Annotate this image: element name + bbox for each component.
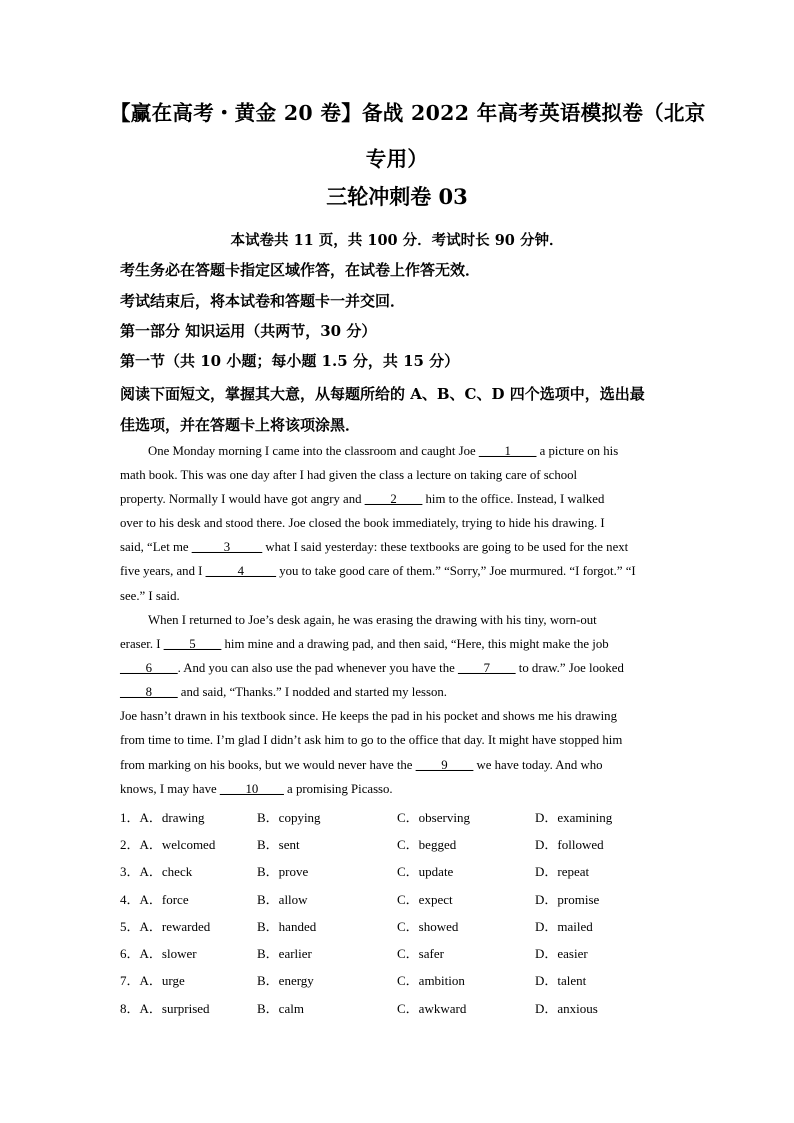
passage-text: him mine and a drawing pad, and then said, “Here, this might make the job: [221, 637, 609, 651]
option-d: D．anxious: [535, 1001, 598, 1016]
option-c: C．update: [397, 864, 454, 879]
option-d: D．followed: [535, 837, 604, 852]
passage-text: him to the office. Instead, I walked: [422, 492, 605, 506]
option-d: D．repeat: [535, 864, 590, 879]
blank-7: ____7____: [457, 661, 516, 675]
passage-text: we have today. And who: [473, 758, 603, 772]
passage-text: said, “Let me: [120, 540, 192, 554]
passage-line: [120, 685, 447, 700]
passage-line: [120, 661, 624, 676]
passage-text: to draw.” Joe looked: [515, 661, 624, 675]
option-c: C．begged: [397, 837, 457, 852]
passage-line: [120, 492, 604, 507]
option-d: D．examining: [535, 810, 613, 825]
passage-text: eraser. I: [120, 637, 164, 651]
passage-text: knows, I may have: [120, 782, 220, 796]
option-a: 1．A．drawing: [120, 810, 205, 825]
passage-text: . And you can also use the pad whenever you have the: [177, 661, 458, 675]
option-a: 3．A．check: [120, 864, 193, 879]
passage-text: five years, and I: [120, 564, 206, 578]
passage-line: [120, 782, 393, 797]
exam-title-line1: 【赢在高考・黄金 20 卷】备战 2022 年高考英语模拟卷（北京: [110, 101, 706, 125]
passage-text: and said, “Thanks.” I nodded and started my lesson.: [177, 685, 447, 699]
exam-subtitle: 三轮冲刺卷 03: [326, 184, 468, 209]
option-c: C．safer: [397, 946, 444, 961]
passage-text: One Monday morning I came into the classroom and caught Joe: [148, 444, 479, 458]
option-a: 6．A．slower: [120, 946, 197, 961]
option-d: D．easier: [535, 946, 588, 961]
blank-2: ____2____: [364, 492, 423, 506]
passage-line: math book. This was one day after I had given the class a lecture on taking care of school: [120, 468, 578, 482]
option-a: 5．A．rewarded: [120, 919, 211, 934]
option-a: 4．A．force: [120, 892, 189, 907]
passage-text: what I said yesterday: these textbooks are going to be used for the next: [262, 540, 629, 554]
section-heading: 第一节（共 10 小题；每小题 1.5 分，共 15 分）: [120, 352, 460, 370]
passage-text: a picture on his: [536, 444, 619, 458]
option-b: B．allow: [257, 892, 308, 907]
instruction-return: 考试结束后，将本试卷和答题卡一并交回．: [120, 292, 406, 310]
instruction-answer-sheet: 考生务必在答题卡指定区域作答，在试卷上作答无效．: [120, 261, 481, 279]
passage-line: [120, 564, 636, 579]
blank-3: _____3_____: [191, 540, 263, 554]
exam-meta: 本试卷共 11 页，共 100 分．考试时长 90 分钟．: [230, 232, 564, 249]
option-b: B．copying: [257, 810, 321, 825]
blank-4: _____4_____: [205, 564, 277, 578]
blank-1: ____1____: [478, 444, 537, 458]
option-c: C．expect: [397, 892, 453, 907]
passage-line: [148, 444, 618, 459]
part-heading: 第一部分 知识运用（共两节，30 分）: [120, 322, 377, 340]
blank-10: ____10____: [219, 782, 284, 796]
passage-line: over to his desk and stood there. Joe closed the book immediately, trying to hide his drawing. I: [120, 516, 605, 530]
option-c: C．showed: [397, 919, 459, 934]
blank-5: ____5____: [163, 637, 222, 651]
exam-title-line2: 专用）: [365, 147, 429, 171]
option-c: C．observing: [397, 810, 470, 825]
option-a: 2．A．welcomed: [120, 837, 216, 852]
option-c: C．awkward: [397, 1001, 467, 1016]
passage-line: [120, 540, 628, 555]
option-b: B．sent: [257, 837, 300, 852]
passage-text: you to take good care of them.” “Sorry,” Joe murmured. “I forgot.” “I: [276, 564, 636, 578]
passage-line: [120, 637, 609, 652]
passage-text: a promising Picasso.: [283, 782, 393, 796]
option-d: D．talent: [535, 973, 587, 988]
passage-line: When I returned to Joe’s desk again, he was erasing the drawing with his tiny, worn-out: [148, 613, 597, 627]
passage-line: see.” I said.: [120, 589, 180, 603]
directions-line1: 阅读下面短文，掌握其大意，从每题所给的 A、B、C、D 四个选项中，选出最: [120, 385, 645, 403]
option-a: 7．A．urge: [120, 973, 185, 988]
option-d: D．mailed: [535, 919, 593, 934]
passage-line: [120, 758, 603, 773]
blank-9: ____9____: [415, 758, 474, 772]
passage-line: from time to time. I’m glad I didn’t ask him to go to the office that day. It might have stopped him: [120, 733, 623, 747]
option-b: B．handed: [257, 919, 317, 934]
option-b: B．calm: [257, 1001, 304, 1016]
option-b: B．earlier: [257, 946, 312, 961]
option-d: D．promise: [535, 892, 600, 907]
directions-line2: 佳选项，并在答题卡上将该项涂黑．: [120, 416, 361, 434]
option-b: B．energy: [257, 973, 314, 988]
option-a: 8．A．surprised: [120, 1001, 210, 1016]
blank-6: ____6____: [120, 661, 178, 675]
option-b: B．prove: [257, 864, 309, 879]
passage-line: Joe hasn’t drawn in his textbook since. He keeps the pad in his pocket and shows me his drawing: [120, 709, 617, 723]
passage-text: property. Normally I would have got angry and: [120, 492, 365, 506]
passage-text: from marking on his books, but we would never have the: [120, 758, 416, 772]
option-c: C．ambition: [397, 973, 465, 988]
blank-8: ____8____: [120, 685, 178, 699]
